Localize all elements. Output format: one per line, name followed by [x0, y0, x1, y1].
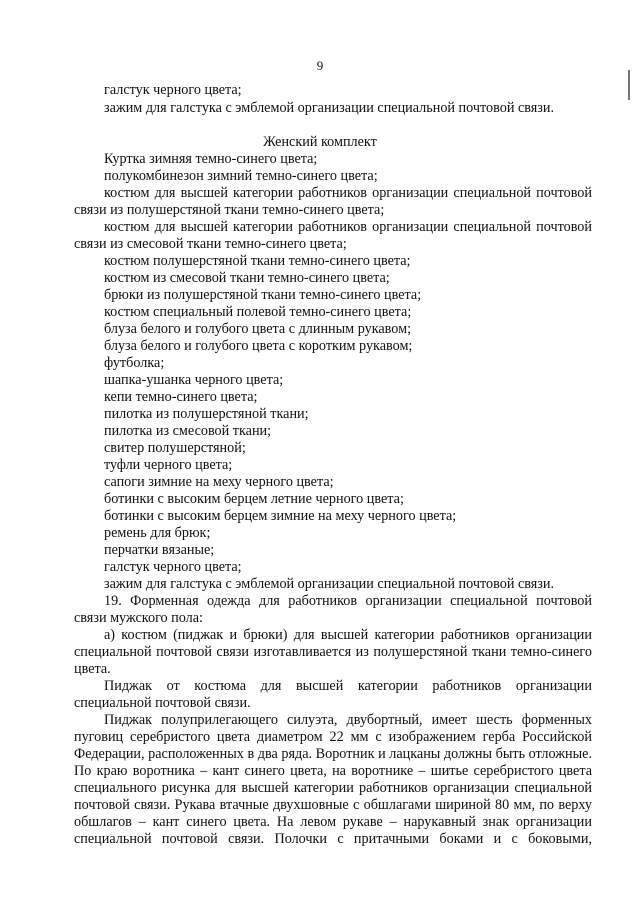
text-line: полукомбинезон зимний темно-синего цвета;: [104, 168, 378, 184]
text-line: галстук черного цвета;: [104, 559, 242, 575]
text-line: Федерации, расположенных в два ряда. Воротник и лацканы должны быть отложные.: [74, 746, 592, 762]
text-line: пуговиц серебристого цвета диаметром 22 мм с изображением герба Российской: [74, 729, 592, 745]
text-line: свитер полушерстяной;: [104, 440, 246, 456]
text-line: специального рисунка для высшей категории работников организации специальной: [74, 780, 592, 796]
text-line: шапка-ушанка черного цвета;: [104, 372, 284, 388]
text-line: кепи темно-синего цвета;: [104, 389, 258, 405]
text-line: Куртка зимняя темно-синего цвета;: [104, 151, 318, 167]
text-line: связи мужского пола:: [74, 610, 203, 626]
text-line: футболка;: [104, 355, 165, 371]
text-line: костюм для высшей категории работников организации специальной почтовой: [104, 185, 592, 201]
text-line: блуза белого и голубого цвета с коротким рукавом;: [104, 338, 413, 354]
text-line: костюм специальный полевой темно-синего цвета;: [104, 304, 412, 320]
text-line: цвета.: [74, 661, 111, 677]
text-line: костюм из смесовой ткани темно-синего цвета;: [104, 270, 390, 286]
text-line: пилотка из смесовой ткани;: [104, 423, 272, 439]
text-line: брюки из полушерстяной ткани темно-синего цвета;: [104, 287, 422, 303]
text-line: Пиджак полуприлегающего силуэта, двубортный, имеет шесть форменных: [104, 712, 592, 728]
text-line: ботинки с высоким берцем зимние на меху черного цвета;: [104, 508, 457, 524]
text-line: специальной почтовой связи. Полочки с притачными боками и с боковыми,: [74, 831, 592, 847]
text-line: По краю воротника – кант синего цвета, на воротнике – шитье серебристого цвета: [74, 763, 592, 779]
text-line: связи из смесовой ткани темно-синего цвета;: [74, 236, 347, 252]
text-line: ремень для брюк;: [104, 525, 211, 541]
text-line: почтовой связи. Рукава втачные двухшовные с обшлагами шириной 80 мм, по верху: [74, 797, 592, 813]
text-line: 19. Форменная одежда для работников организации специальной почтовой: [104, 593, 592, 609]
text-line: костюм для высшей категории работников организации специальной почтовой: [104, 219, 592, 235]
text-line: а) костюм (пиджак и брюки) для высшей категории работников организации: [104, 627, 592, 643]
text-line: костюм полушерстяной ткани темно-синего цвета;: [104, 253, 411, 269]
text-line: зажим для галстука с эмблемой организации специальной почтовой связи.: [104, 576, 555, 592]
text-line: галстук черного цвета;: [104, 82, 242, 98]
text-line: блуза белого и голубого цвета с длинным рукавом;: [104, 321, 412, 337]
text-line: обшлагов – кант синего цвета. На левом рукаве – нарукавный знак организации: [74, 814, 592, 830]
section-heading: Женский комплект: [263, 134, 377, 150]
scan-edge-mark: [628, 70, 630, 100]
page-number: 9: [316, 58, 324, 73]
text-line: зажим для галстука с эмблемой организации специальной почтовой связи.: [104, 100, 555, 116]
text-line: Пиджак от костюма для высшей категории работников организации: [104, 678, 592, 694]
text-line: связи из полушерстяной ткани темно-синего цвета;: [74, 202, 385, 218]
text-line: перчатки вязаные;: [104, 542, 215, 558]
text-line: туфли черного цвета;: [104, 457, 233, 473]
text-line: специальной почтовой связи изготавливается из полушерстяной ткани темно-синего: [74, 644, 592, 660]
text-line: ботинки с высоким берцем летние черного цвета;: [104, 491, 404, 507]
text-line: специальной почтовой связи.: [74, 695, 251, 711]
text-line: сапоги зимние на меху черного цвета;: [104, 474, 334, 490]
text-line: пилотка из полушерстяной ткани;: [104, 406, 309, 422]
